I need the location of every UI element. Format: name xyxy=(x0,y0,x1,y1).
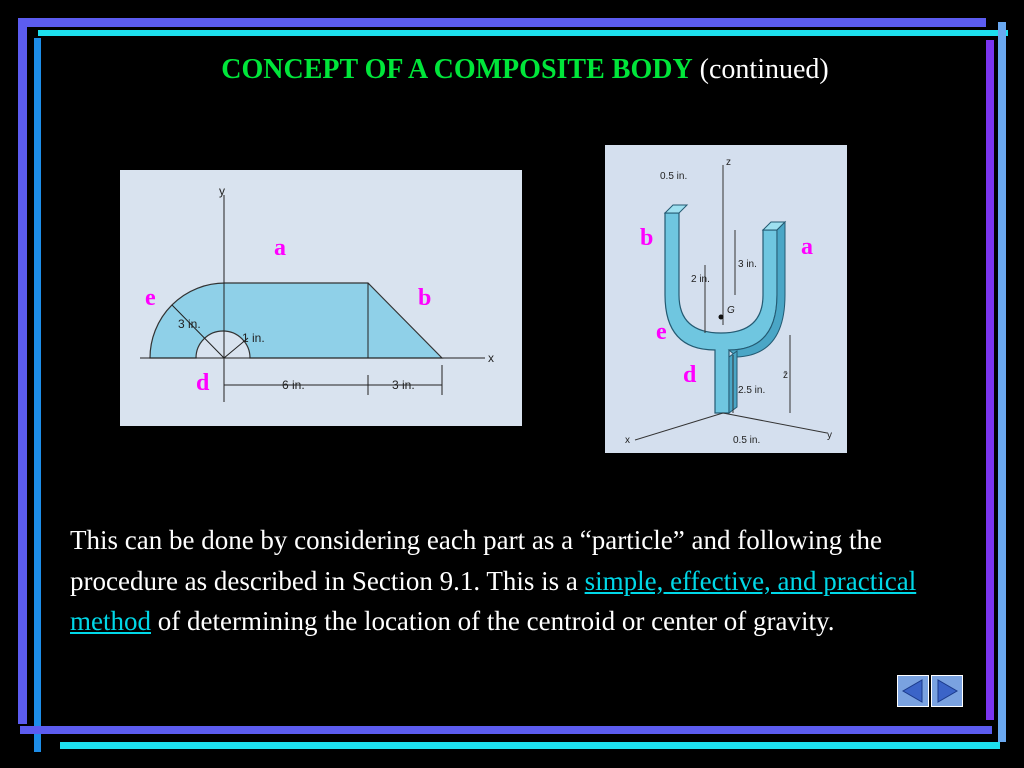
body-text-part2: of determining the location of the centroid or center of gravity. xyxy=(151,606,835,636)
dim-2in-label: 2 in. xyxy=(691,274,710,285)
y-axis-line-3d xyxy=(723,413,827,433)
frame-bar-top-1 xyxy=(18,18,986,27)
zbar-label: z̄ xyxy=(783,370,788,381)
composite-shape-drawing xyxy=(120,170,522,426)
right-y-axis-label: y xyxy=(827,430,832,441)
frame-bar-bottom-1 xyxy=(20,726,992,734)
frame-bar-bottom-2 xyxy=(60,742,1000,749)
right-label-d: d xyxy=(683,362,697,388)
dim-bottom-label: 0.5 in. xyxy=(733,435,761,446)
left-x-axis-label: x xyxy=(488,351,494,365)
prev-slide-button[interactable] xyxy=(897,675,929,707)
title-main: CONCEPT OF A COMPOSITE BODY xyxy=(221,54,693,85)
left-y-axis-label: y xyxy=(219,184,225,198)
fork-left-top xyxy=(665,205,687,213)
left-label-d: d xyxy=(196,370,210,396)
centroid-label: G xyxy=(727,305,735,316)
composite-shape-figure xyxy=(120,170,522,426)
dim-1in-radius-label: 1 in. xyxy=(242,331,265,345)
frame-bar-right-1 xyxy=(986,40,994,720)
right-label-b: b xyxy=(640,225,654,251)
triangle-right-icon xyxy=(932,676,962,706)
fork-figure xyxy=(605,145,847,453)
fork-drawing xyxy=(605,145,847,453)
body-paragraph xyxy=(70,520,930,642)
practical-method-link[interactable]: simple, effective, and practical method xyxy=(70,565,917,636)
right-label-e: e xyxy=(656,319,667,345)
right-z-axis-label: z xyxy=(726,157,731,168)
next-slide-button[interactable] xyxy=(931,675,963,707)
right-label-a: a xyxy=(801,234,813,260)
title-sub: (continued) xyxy=(699,54,829,85)
dim-6in-label: 6 in. xyxy=(282,378,305,392)
frame-bar-left-1 xyxy=(18,18,27,724)
frame-bar-right-2 xyxy=(998,22,1006,742)
centroid-point xyxy=(719,315,724,320)
slide-title xyxy=(0,54,1024,86)
right-x-axis-label: x xyxy=(625,435,630,446)
x-axis-line-3d xyxy=(635,413,723,440)
left-label-b: b xyxy=(418,285,432,311)
dim-top-label: 0.5 in. xyxy=(660,171,688,182)
body-text-part1: This can be done by considering each part as a “particle” and following the procedure as described in Section 9.1. This is a xyxy=(70,525,882,596)
left-label-e: e xyxy=(145,285,156,311)
frame-bar-top-2 xyxy=(38,30,1008,36)
dim-3in-radius-label: 3 in. xyxy=(178,317,201,331)
dim-3in-label: 3 in. xyxy=(738,259,757,270)
fork-shape xyxy=(665,213,777,413)
dim-25in-label: 2.5 in. xyxy=(738,385,766,396)
left-label-a: a xyxy=(274,235,286,261)
triangle-left-icon xyxy=(898,676,928,706)
frame-bar-left-2 xyxy=(34,38,41,752)
dim-3in-width-label: 3 in. xyxy=(392,378,415,392)
